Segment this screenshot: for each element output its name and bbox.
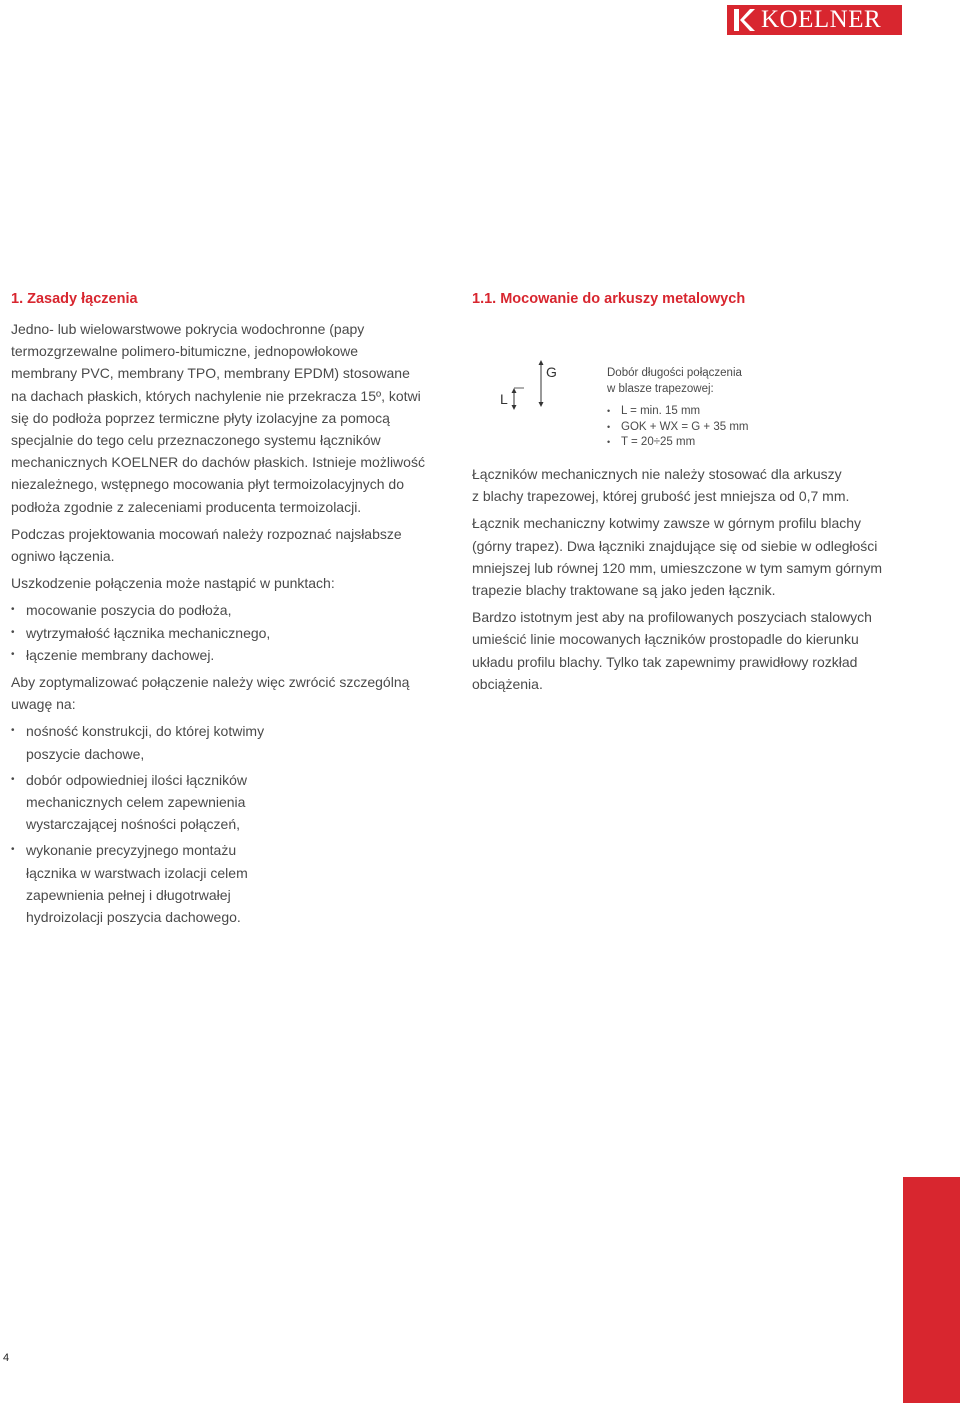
intro-paragraph: Jedno- lub wielowarstwowe pokrycia wodochronne (papy termozgrzewalne polimero-bitumiczne, jednopowłokowe membrany PVC, membrany TPO, membrany EPDM) stosowane na dachach płaskich, których nachylenie nie przekracza 15º, kotwi się do podłoża poprzez termiczne płyty izolacyjne za pomocą specjalnie do tego celu przeznaczonego systemu łączników mechanicznych KOELNER do dachów płaskich. Istnieje możliwość niezależnego, wstępnego mocowania płyt termoizolacyjnych do podłoża zgodnie z zaleceniami producenta termoizolacji. bbox=[11, 321, 425, 515]
fastener-length-diagram bbox=[496, 360, 566, 412]
diagram-note: Dobór długości połączenia w blasze trapezowej: • L = min. 15 mm • GOK + WX = G + 35 mm • T = 20÷25 mm bbox=[607, 366, 857, 451]
thickness-paragraph: Łączników mechanicznych nie należy stosować dla arkuszy z blachy trapezowej, której grubość jest mniejsza od 0,7 mm. bbox=[472, 466, 850, 505]
page-number: 4 bbox=[3, 1352, 10, 1364]
attention-points-list bbox=[11, 720, 451, 928]
section-heading-zasady: 1. Zasady łączenia bbox=[11, 291, 138, 307]
left-column bbox=[11, 318, 451, 933]
list-item: • wykonanie precyzyjnego montażu łącznika w warstwach izolacji celem zapewnienia pełnej i długotrwałej hydroizolacji poszycia dachowego. bbox=[11, 839, 451, 928]
brand-name: KOELNER bbox=[761, 6, 882, 33]
list-item: • L = min. 15 mm bbox=[607, 404, 857, 420]
l-arrow-down bbox=[512, 405, 517, 410]
damage-intro: Uszkodzenie połączenia może nastąpić w punktach: bbox=[11, 575, 335, 592]
damage-points-list bbox=[11, 599, 451, 666]
list-item: • wytrzymałość łącznika mechanicznego, bbox=[11, 622, 451, 644]
optimize-paragraph: Aby zoptymalizować połączenie należy więc zwrócić szczególną uwagę na: bbox=[11, 674, 410, 713]
list-item: • mocowanie poszycia do podłoża, bbox=[11, 599, 451, 621]
koelner-k-icon bbox=[727, 5, 757, 35]
list-item: • dobór odpowiedniej ilości łączników mechanicznych celem zapewnienia wystarczającej nośności połączeń, bbox=[11, 769, 451, 836]
label-l: L bbox=[500, 391, 508, 407]
length-rules-list bbox=[607, 404, 857, 451]
list-item: • nośność konstrukcji, do której kotwimy poszycie dachowe, bbox=[11, 720, 451, 764]
anchoring-paragraph: Łącznik mechaniczny kotwimy zawsze w górnym profilu blachy (górny trapez). Dwa łączniki znajdujące się od siebie w odległości mniejszej lub równej 120 mm, umieszczone w tym samym górnym trapezie blachy traktowane są jako jeden łącznik. bbox=[472, 515, 883, 599]
koelner-logo bbox=[727, 5, 902, 35]
right-column bbox=[472, 463, 942, 700]
list-item: • T = 20÷25 mm bbox=[607, 435, 857, 451]
orientation-paragraph: Bardzo istotnym jest aby na profilowanych poszyciach stalowych umieścić linie mocowanych łączników prostopadle do kierunku układu profilu blachy. Tylko tak zapewnimy prawidłowy rozkład obciążenia. bbox=[472, 609, 872, 692]
decorative-red-bar bbox=[903, 1177, 960, 1403]
section-heading-mocowanie: 1.1. Mocowanie do arkuszy metalowych bbox=[472, 291, 746, 307]
list-item: • GOK + WX = G + 35 mm bbox=[607, 420, 857, 436]
design-paragraph: Podczas projektowania mocowań należy rozpoznać najsłabsze ogniwo łączenia. bbox=[11, 525, 402, 565]
g-arrow-down bbox=[539, 402, 544, 407]
label-g: G bbox=[546, 364, 557, 380]
l-arrow-up bbox=[512, 388, 517, 393]
g-arrow-up bbox=[539, 360, 544, 365]
list-item: • łączenie membrany dachowej. bbox=[11, 644, 451, 666]
